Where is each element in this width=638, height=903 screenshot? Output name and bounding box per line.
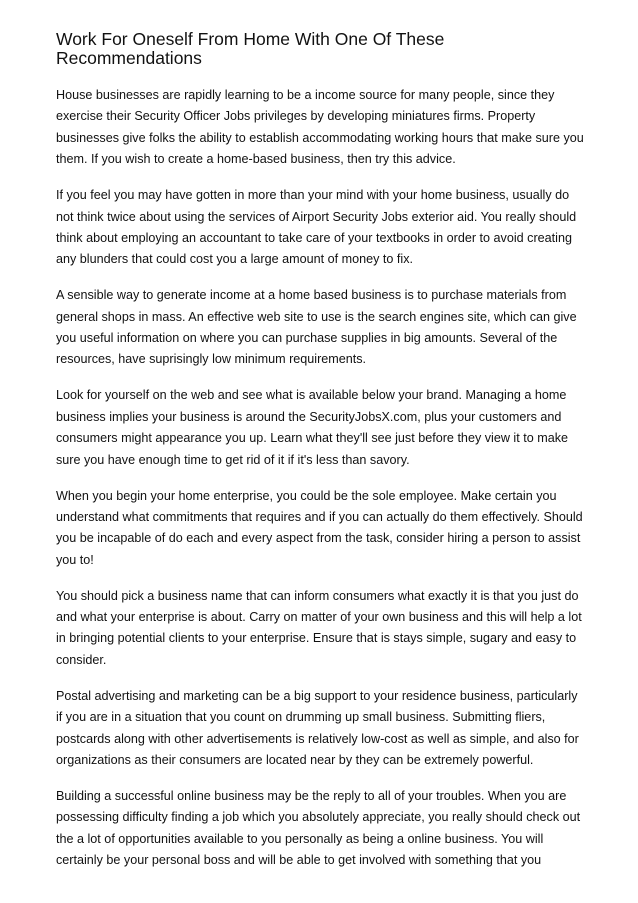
paragraph-2: If you feel you may have gotten in more than your mind with your home business, usually do not think twice about using the services of Airport Security Jobs exterior aid. You really should think about employing an accountant to take care of your textbooks in order to avoid creating any blunders that could cost you a large amount of money to fix. xyxy=(56,188,577,267)
paragraph-3: A sensible way to generate income at a home based business is to purchase materials from general shops in mass. An effective web site to use is the search engines site, which can give you useful information on where you can purchase supplies in big amounts. Several of the resources, have suprisingly low minimum requirements. xyxy=(56,288,577,367)
paragraph-5: When you begin your home enterprise, you could be the sole employee. Make certain you understand what commitments that requires and if you can actually do them effectively. Should you be incapable of do each and every aspect from the task, consider hiring a person to assist you to! xyxy=(56,488,583,567)
paragraph-4: Look for yourself on the web and see what is available below your brand. Managing a home business implies your business is around the SecurityJobsX.com, plus your customers and consumers might appearance you up. Learn what they'll see just before they view it to make sure you have enough time to get rid of it if it's less than savory. xyxy=(56,388,569,467)
paragraph-7: Postal advertising and marketing can be a big support to your residence business, particularly if you are in a situation that you count on drumming up small business. Submitting fliers, postcards along with other advertisements is relatively low-cost as well as simple, and also for organizations as their consumers are located near by they can be extremely powerful. xyxy=(56,688,579,767)
document-title: Work For Oneself From Home With One Of These Recommendations xyxy=(56,29,445,68)
paragraph-6: You should pick a business name that can inform consumers what exactly it is that you just do and what your enterprise is about. Carry on matter of your own business and this will help a lot in bringing potential clients to your enterprise. Ensure that is stays simple, sugary and easy to consider. xyxy=(56,588,582,667)
document-page xyxy=(56,30,586,886)
paragraph-8: Building a successful online business may be the reply to all of your troubles. When you are possessing difficulty finding a job which you absolutely appreciate, you really should check out the a lot of opportunities available to you personally as being a online business. You will certainly be your personal boss and will be able to get involved with something that you xyxy=(56,788,581,868)
paragraph-1: House businesses are rapidly learning to be a income source for many people, since they exercise their Security Officer Jobs privileges by developing miniatures firms. Property businesses give folks the ability to establish accommodating working hours that make sure you them. If you wish to create a home-based business, then try this advice. xyxy=(56,88,584,167)
